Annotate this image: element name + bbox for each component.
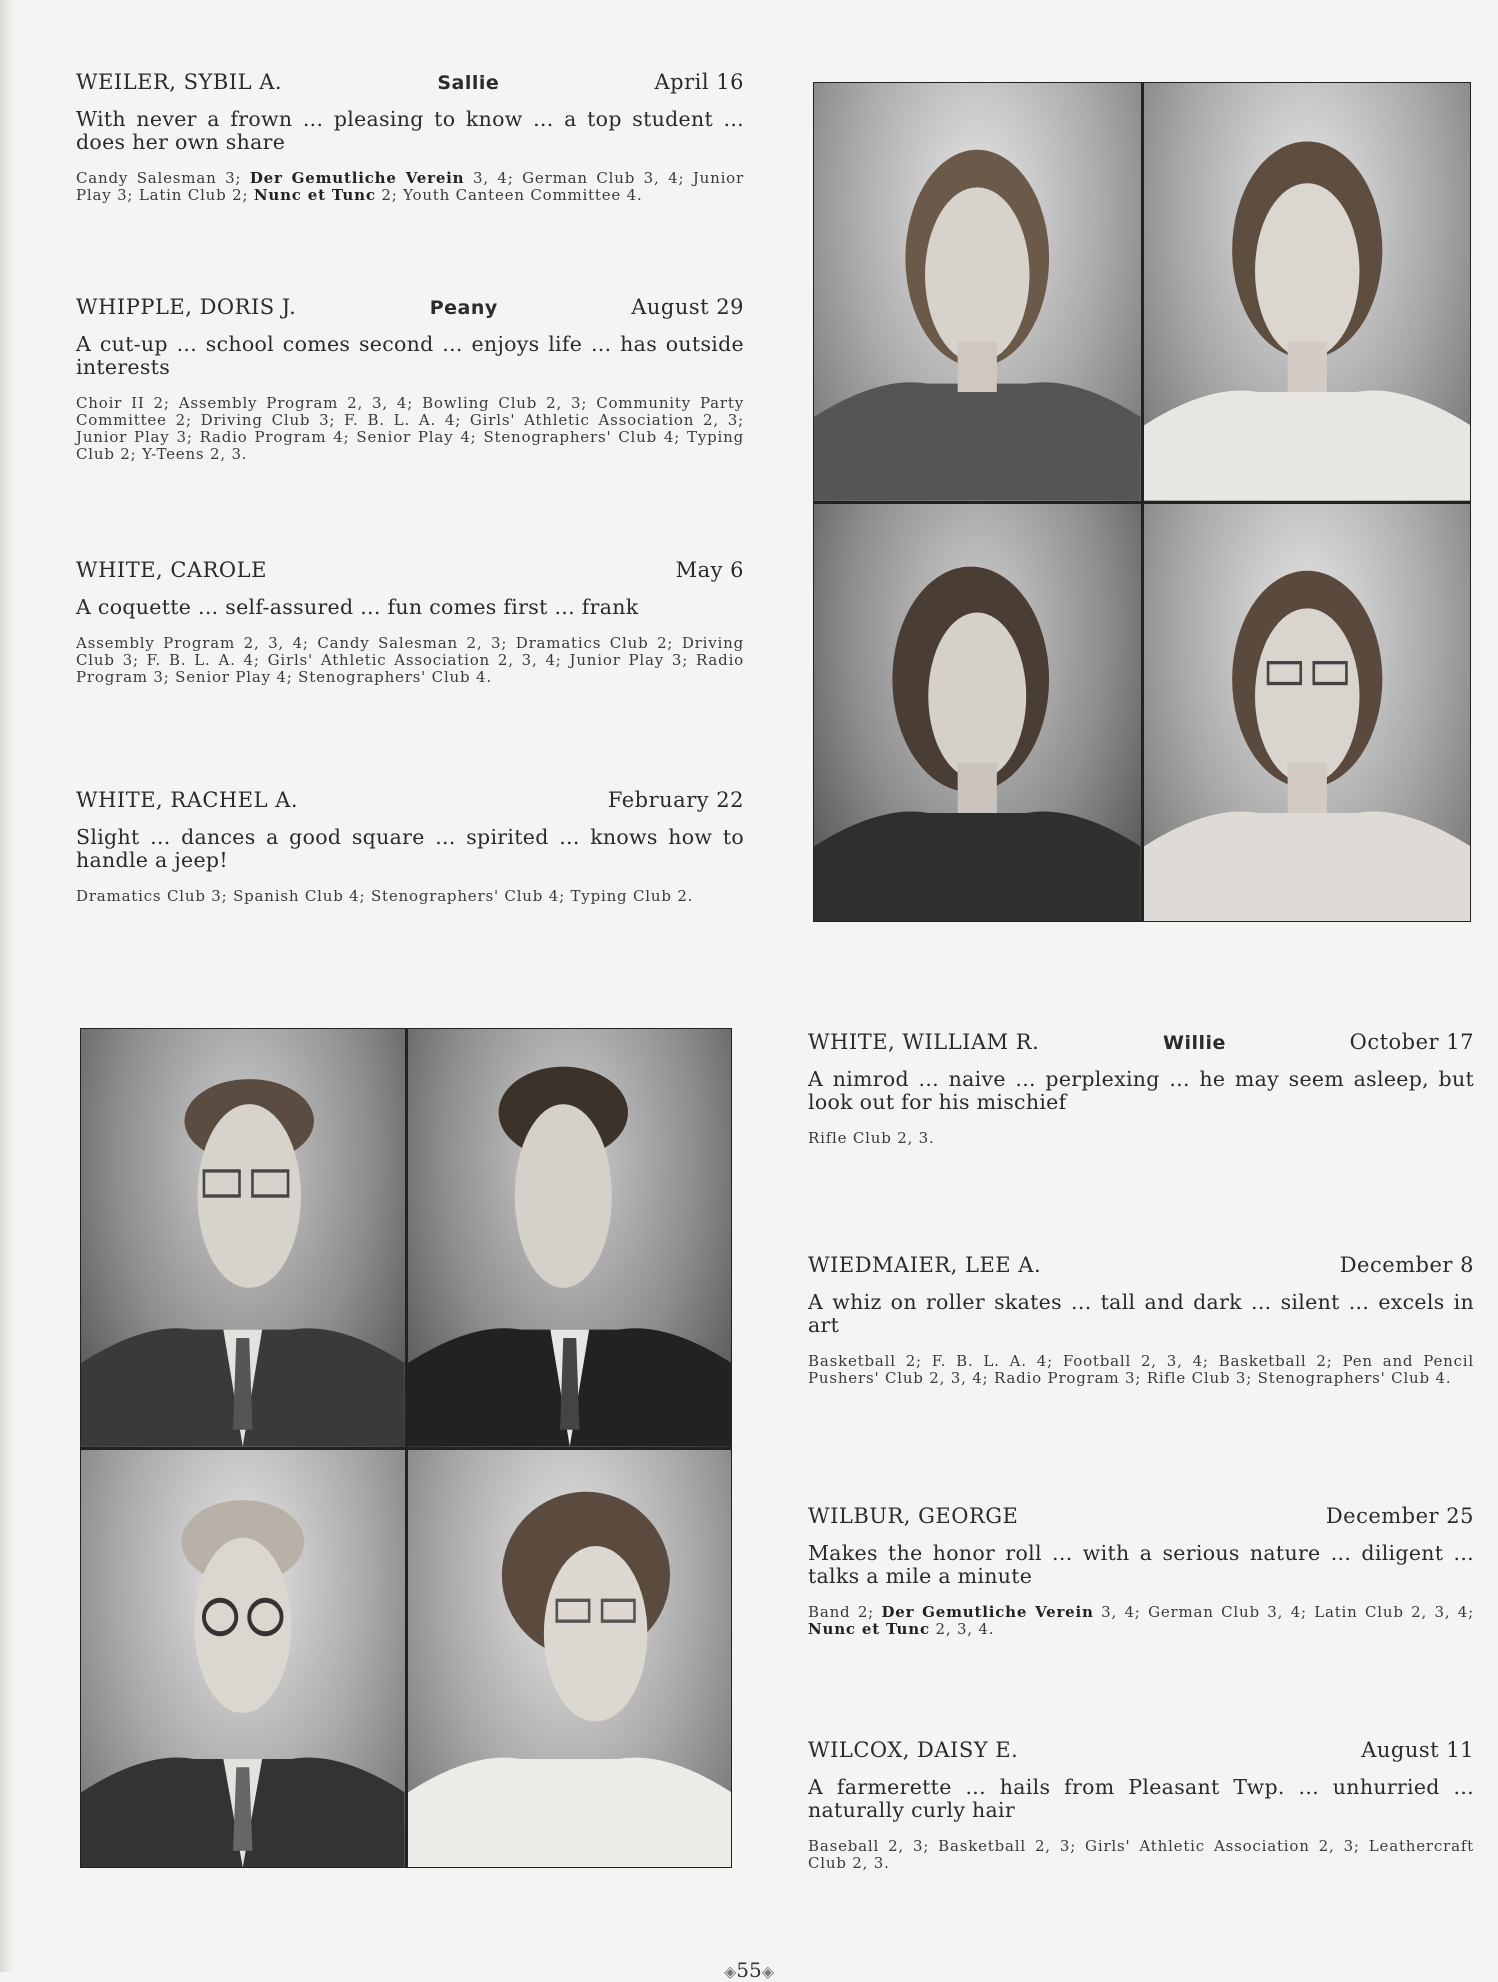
- activity-text: 2, 3, 4.: [929, 1620, 995, 1638]
- student-description: Slight ... dances a good square ... spirited ... knows how to handle a jeep!: [76, 825, 744, 872]
- student-description: With never a frown ... pleasing to know ... a top student ... does her own share: [76, 107, 744, 154]
- activity-text: 3, 4; German Club 3, 4; Latin Club 2, 3, 4;: [1093, 1603, 1474, 1621]
- portrait-photo: [408, 1029, 732, 1447]
- student-activities: [76, 888, 744, 905]
- entry-heading: [808, 1504, 1474, 1528]
- student-nickname: Sallie: [437, 72, 500, 94]
- student-birthday: December 25: [1325, 1504, 1474, 1528]
- portrait-grid-top: [813, 82, 1471, 922]
- student-activities: [76, 170, 744, 204]
- ornament-icon: ◈: [723, 1962, 737, 1981]
- activity-text: Assembly Program 2, 3, 4; Candy Salesman 2, 3; Dramatics Club 2; Driving Club 3; F. B. L. A. 4; Girls' Athletic Association 2, 3, 4; Junior Play 3; Radio Program 3; Senior Play 4; Stenographers' Club 4.: [76, 634, 744, 686]
- student-activities: [808, 1353, 1474, 1387]
- student-activities: [808, 1604, 1474, 1638]
- club-name-bold: Der Gemutliche Verein: [881, 1603, 1094, 1621]
- student-name: WHIPPLE, DORIS J.: [76, 295, 297, 319]
- portrait-photo: [81, 1029, 405, 1447]
- senior-entry: [76, 788, 744, 905]
- student-name: WHITE, WILLIAM R.: [808, 1030, 1040, 1054]
- activity-text: Choir II 2; Assembly Program 2, 3, 4; Bowling Club 2, 3; Community Party Committee 2; Driving Club 3; F. B. L. A. 4; Girls' Athletic Association 2, 3; Junior Play 3; Radio Program 4; Senior Play 4; Stenographers' Club 4; Typing Club 2; Y-Teens 2, 3.: [76, 394, 744, 463]
- student-birthday: August 11: [1361, 1738, 1474, 1762]
- activity-text: 3, 4; German Club 3, 4; Junior Play 3; Latin Club 2;: [76, 169, 744, 204]
- senior-entry: [808, 1738, 1474, 1872]
- student-birthday: May 6: [675, 558, 744, 582]
- student-name: WEILER, SYBIL A.: [76, 70, 283, 94]
- portrait-photo: [408, 1450, 732, 1868]
- portrait-photo: [814, 83, 1141, 501]
- senior-entry: [808, 1253, 1474, 1387]
- portrait-photo: [1144, 504, 1471, 922]
- student-activities: [76, 395, 744, 463]
- senior-entry: [808, 1030, 1474, 1147]
- activity-text: Baseball 2, 3; Basketball 2, 3; Girls' Athletic Association 2, 3; Leathercraft Club 2, 3.: [808, 1837, 1474, 1872]
- ornament-icon: ◈: [761, 1962, 775, 1981]
- entry-heading: [808, 1738, 1474, 1762]
- student-description: A nimrod ... naive ... perplexing ... he may seem asleep, but look out for his mischief: [808, 1067, 1474, 1114]
- student-activities: [808, 1130, 1474, 1147]
- page-binding-shadow: [0, 0, 14, 1972]
- student-description: A coquette ... self-assured ... fun comes first ... frank: [76, 595, 639, 619]
- entry-heading: [808, 1030, 1474, 1054]
- student-description: A farmerette ... hails from Pleasant Twp. ... unhurried ... naturally curly hair: [808, 1775, 1474, 1822]
- activity-text: Band 2;: [808, 1603, 882, 1621]
- student-name: WILCOX, DAISY E.: [808, 1738, 1019, 1762]
- student-activities: [76, 635, 744, 686]
- portrait-photo: [814, 504, 1141, 922]
- student-nickname: Peany: [429, 297, 498, 319]
- student-birthday: February 22: [607, 788, 744, 812]
- student-activities: [808, 1838, 1474, 1872]
- student-birthday: August 29: [631, 295, 744, 319]
- portrait-photo: [1144, 83, 1471, 501]
- entry-heading: [808, 1253, 1474, 1277]
- club-name-bold: Der Gemutliche Verein: [249, 169, 465, 187]
- portrait-photo: [81, 1450, 405, 1868]
- activity-text: Rifle Club 2, 3.: [808, 1129, 935, 1147]
- senior-entry: [808, 1504, 1474, 1638]
- activity-text: 2; Youth Canteen Committee 4.: [375, 186, 643, 204]
- student-description: Makes the honor roll ... with a serious nature ... diligent ... talks a mile a minute: [808, 1541, 1474, 1588]
- student-description: A whiz on roller skates ... tall and dark ... silent ... excels in art: [808, 1290, 1474, 1337]
- senior-entry: [76, 295, 744, 463]
- senior-entry: [76, 558, 744, 686]
- club-name-bold: Nunc et Tunc: [253, 186, 376, 204]
- entry-heading: [76, 295, 744, 319]
- club-name-bold: Nunc et Tunc: [808, 1620, 930, 1638]
- student-birthday: December 8: [1339, 1253, 1474, 1277]
- activity-text: Candy Salesman 3;: [76, 169, 250, 187]
- entry-heading: [76, 558, 744, 582]
- entry-heading: [76, 788, 744, 812]
- student-name: WILBUR, GEORGE: [808, 1504, 1019, 1528]
- student-name: WHITE, RACHEL A.: [76, 788, 299, 812]
- portrait-grid-bottom: [80, 1028, 732, 1868]
- student-birthday: April 16: [654, 70, 744, 94]
- student-name: WIEDMAIER, LEE A.: [808, 1253, 1042, 1277]
- senior-entry: [76, 70, 744, 204]
- page-number: ◈55◈: [723, 1958, 775, 1982]
- activity-text: Basketball 2; F. B. L. A. 4; Football 2, 3, 4; Basketball 2; Pen and Pencil Pushers' Club 2, 3, 4; Radio Program 3; Rifle Club 3; Stenographers' Club 4.: [808, 1352, 1474, 1387]
- student-name: WHITE, CAROLE: [76, 558, 267, 582]
- student-birthday: October 17: [1349, 1030, 1474, 1054]
- activity-text: Dramatics Club 3; Spanish Club 4; Stenographers' Club 4; Typing Club 2.: [76, 887, 694, 905]
- student-description: A cut-up ... school comes second ... enjoys life ... has outside interests: [76, 332, 744, 379]
- student-nickname: Willie: [1163, 1032, 1226, 1054]
- entry-heading: [76, 70, 744, 94]
